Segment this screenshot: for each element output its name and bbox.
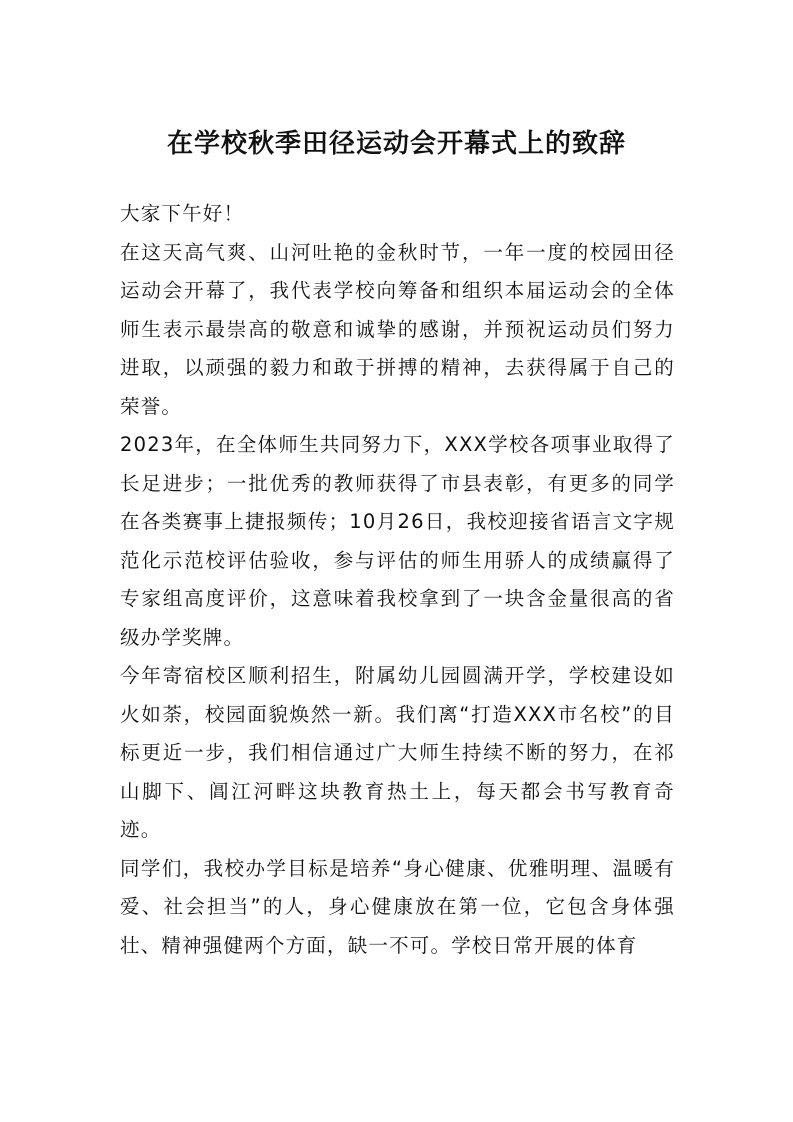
paragraph-1: 在这天高气爽、山河吐艳的金秋时节，一年一度的校园田径运动会开幕了，我代表学校向筹备和组织本届运动会的全体师生表示最崇高的敬意和诚挚的感谢，并预祝运动员们努力进取，以顽强的毅力和敢于拼搏的精神，去获得属于自己的荣誉。 [120, 240, 675, 418]
paragraph-3: 今年寄宿校区顺利招生，附属幼儿园圆满开学，学校建设如火如荼，校园面貌焕然一新。我们离“打造XXX市名校”的目标更近一步，我们相信通过广大师生持续不断的努力，在祁山脚下、阊江河畔这块教育热土上，每天都会书写教育奇迹。 [120, 664, 675, 841]
paragraph-4: 同学们，我校办学目标是培养“身心健康、优雅明理、温暖有爱、社会担当”的人，身心健康放在第一位，它包含身体强壮、精神强健两个方面，缺一不可。学校日常开展的体育 [120, 856, 675, 957]
greeting: 大家下午好！ [120, 202, 245, 225]
document-body [120, 195, 675, 965]
document-title: 在学校秋季田径运动会开幕式上的致辞 [166, 129, 626, 159]
paragraph-2: 2023年，在全体师生共同努力下，XXX学校各项事业取得了长足进步；一批优秀的教师获得了市县表彰，有更多的同学在各类赛事上捷报频传；10月26日，我校迎接省语言文字规范化示范校评估验收，参与评估的师生用骄人的成绩赢得了专家组高度评价，这意味着我校拿到了一块含金量很高的省级办学奖牌。 [120, 433, 675, 649]
